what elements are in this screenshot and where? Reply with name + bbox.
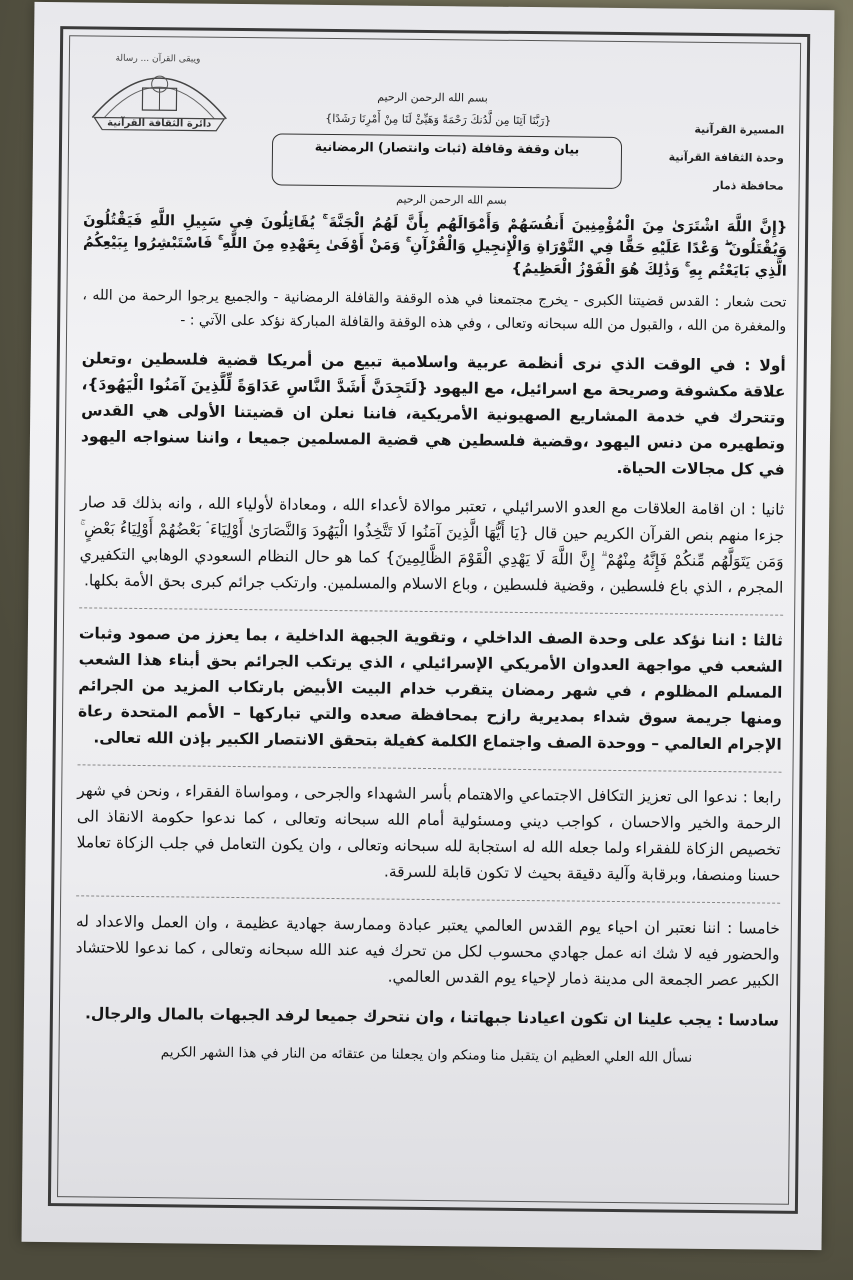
- statement-subtitle: [273, 162, 621, 166]
- statement-title-box: [272, 133, 623, 189]
- document-border: [48, 26, 810, 1214]
- point-1: أولا : في الوقت الذي نرى أنظمة عربية واسلامية تبيع من أمريكا قضية فلسطين ،وتعلن علاقة مكشوفة وصريحة مع اسرائيل، مع اليهود {لَتَجِدَنَّ أَشَدَّ النَّاسِ عَدَاوَةً لِّلَّذِينَ آمَنُوا الْيَهُودَ}، وتتحرك في خدمة المشاريع الصهيونية الأمريكية، فاننا نعلن ان قضيتنا الأولى هي القدس وتطهيره من دنس اليهود ،وقضية فلسطين هي قضية المسلمين جميعا ، واننا سنواجه اليهود في كل مجالات الحياة.: [80, 349, 786, 479]
- issuer-line-3: محافظة ذمار: [713, 178, 784, 193]
- point-6: سادسا : يجب علينا ان تكون اعيادنا جبهاتنا ، وان نتحرك جميعا لرفد الجبهات بالمال والرجال.: [84, 1004, 779, 1030]
- issuer-line-2: وحدة الثقافة القرآنية: [668, 150, 784, 165]
- issuer-labels: [633, 115, 784, 201]
- point-2: ثانيا : ان اقامة العلاقات مع العدو الاسرائيلي ، تعتبر موالاة لأعداء الله ، ومعاداة لأولياء الله ، وانه بذلك قد صار جزءا منهم بنص القرآن الكريم حين قال {يَا أَيُّهَا الَّذِينَ آمَنُوا لَا تَتَّخِذُوا الْيَهُودَ وَالنَّصَارَىٰ أَوْلِيَاءَ ۘ بَعْضُهُمْ أَوْلِيَاءُ بَعْضٍ ۚ وَمَن يَتَوَلَّهُم مِّنكُمْ فَإِنَّهُ مِنْهُمْ ۗ إِنَّ اللَّهَ لَا يَهْدِي الْقَوْمَ الظَّالِمِينَ} كما هو حال النظام السعودي الوهابي التكفيري المجرم ، الذي باع فلسطين ، وقضية فلسطين ، وباع الاسلام والمسلمين. وارتكب جرائم كبرى بحق الأمة بكلها.: [79, 493, 785, 597]
- logo-caption: دائرة الثقافة القرآنية: [107, 117, 212, 130]
- section-divider: [78, 764, 782, 772]
- closing-prayer: نسأل الله العلي العظيم ان يتقبل منا ومنكم وان يجعلنا من عتقائه من النار في هذا الشهر الكريم: [160, 1044, 693, 1066]
- section-divider: [76, 895, 780, 903]
- intro-paragraph: تحت شعار : القدس قضيتنا الكبرى - يخرج مجتمعنا في هذه الوقفة والقافلة الرمضانية - والجميع يرجوا الرحمة من الله ، والمغفرة من الله ، والقبول من الله سبحانه وتعالى ، وفي هذه الوقفة والقافلة المباركة نؤكد على الآتي : -: [82, 287, 787, 335]
- document-sheet: [22, 2, 835, 1250]
- issuer-line-1: المسيرة القرآنية: [694, 122, 785, 137]
- bismillah-header: بسم الله الرحمن الرحيم: [377, 90, 488, 105]
- bismillah-body: بسم الله الرحمن الرحيم: [396, 192, 507, 207]
- header-verse: {رَبَّنَا آتِنَا مِن لَّدُنكَ رَحْمَةً وَهَيِّئْ لَنَا مِنْ أَمْرِنَا رَشَدًا}: [325, 111, 552, 128]
- point-5: خامسا : اننا نعتبر ان احياء يوم القدس العالمي يعتبر عبادة وممارسة جهادية عظيمة ، وان العمل والاعداد له والحضور فيه لا شك انه عمل جهادي محسوب لكل من تحرك فيه عند الله سبحانه وتعالى ، كما ندعوا للاحتشاد الكبير عصر الجمعة الى مدينة ذمار لإحياء يوم القدس العالمي.: [75, 912, 780, 990]
- statement-title: بيان وقفة وقافلة (ثبات وانتصار) الرمضانية: [314, 138, 580, 157]
- point-3: ثالثا : اننا نؤكد على وحدة الصف الداخلي ، وتقوية الجبهة الداخلية ، بما يعزز من صمود وثبات الشعب في مواجهة العدوان الأمريكي الإسرائيلي ، الذي يرتكب الجرائم بحق أبناء هذا الشعب المسلم المظلوم ، في شهر رمضان يتقرب خدام البيت الأبيض بارتكاب المزيد من الجرائم ومنها جريمة سوق شداء بمديرية رازح بمحافظة صعده والتي تباركها – الأمم المتحدة رعاة الإجرام العالمي – ووحدة الصف واجتماع الكلمة كفيلة بتحقق الانتصار الكبير بإذن الله تعالى.: [77, 624, 783, 754]
- section-divider: [79, 607, 783, 615]
- opening-verse: {إِنَّ اللَّهَ اشْتَرَىٰ مِنَ الْمُؤْمِنِينَ أَنفُسَهُمْ وَأَمْوَالَهُم بِأَنَّ لَهُمُ الْجَنَّةَ ۚ يُقَاتِلُونَ فِي سَبِيلِ اللَّهِ فَيَقْتُلُونَ وَيُقْتَلُونَ ۖ وَعْدًا عَلَيْهِ حَقًّا فِي التَّوْرَاةِ وَالْإِنجِيلِ وَالْقُرْآنِ ۚ وَمَنْ أَوْفَىٰ بِعَهْدِهِ مِنَ اللَّهِ ۚ فَاسْتَبْشِرُوا بِبَيْعِكُمُ الَّذِي بَايَعْتُم بِهِ ۚ وَذَٰلِكَ هُوَ الْفَوْزُ الْعَظِيمُ}: [82, 212, 788, 280]
- point-4: رابعا : ندعوا الى تعزيز التكافل الاجتماعي والاهتمام بأسر الشهداء والجرحى ، ومواساة الفقراء ، ونحن في شهر الرحمة والخير والاحسان ، كواجب ديني ومسئولية أمام الله سبحانه وتعالى ، كما ندعوا حكومة الانقاذ الى تخصيص الزكاة للفقراء ولما جعله الله له استجابة لله سبحانه وتعالى ، وان يكون التعامل في جلب الزكاة تعاملا حسنا ومنصفا، وبرقابة وآلية دقيقة بحيث لا تكون قابلة للسرقة.: [76, 781, 782, 885]
- logo-arc-text: ويبقى القرآن ... رسالة: [115, 53, 201, 65]
- statement-body: [74, 209, 787, 1083]
